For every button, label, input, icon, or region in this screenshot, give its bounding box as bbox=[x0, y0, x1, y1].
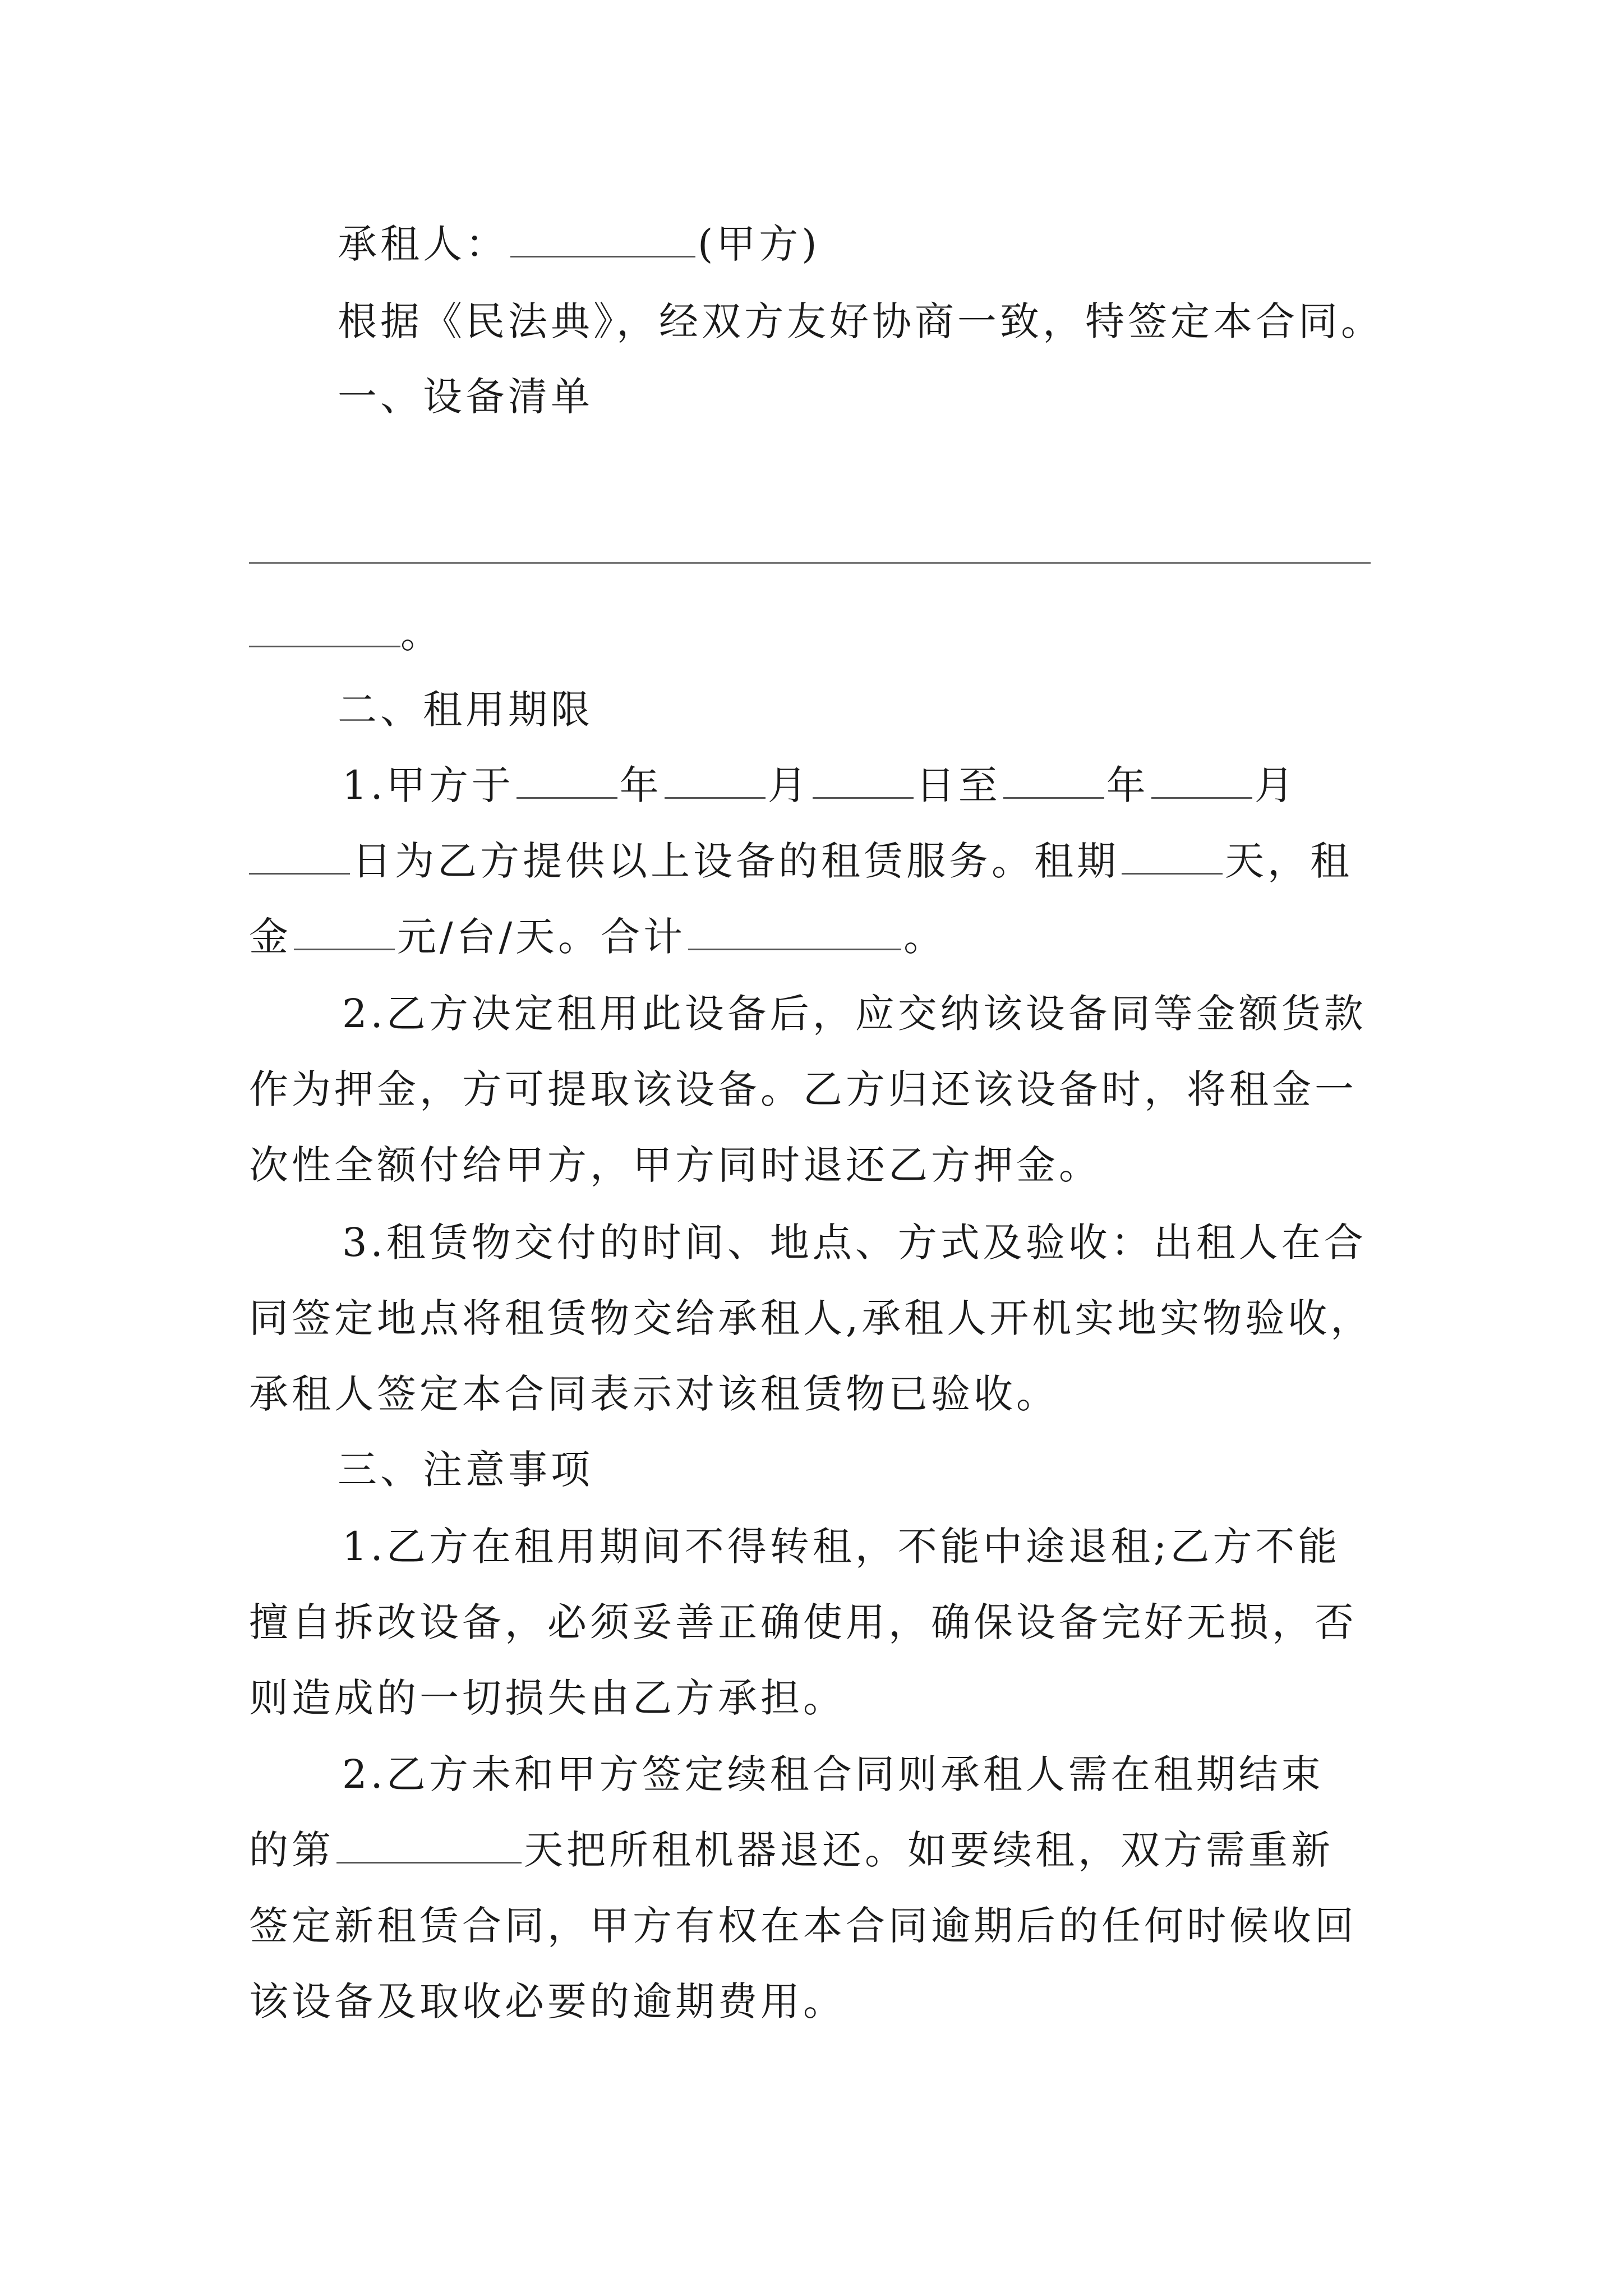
lessee-blank bbox=[510, 222, 695, 257]
section3-heading: 三、注意事项 bbox=[338, 1447, 593, 1493]
s2-item1-p1: 甲方于 bbox=[386, 762, 514, 808]
start-year-blank bbox=[517, 763, 617, 799]
s2-item1-line3 bbox=[249, 912, 1404, 962]
s2-item2-line3: 次性全额付给甲方，甲方同时退还乙方押金。 bbox=[249, 1142, 1101, 1188]
lessee-label: 承租人： bbox=[338, 221, 508, 267]
intro-text: 根据《民法典》，经双方友好协商一致，特签定本合同。 bbox=[338, 298, 1384, 344]
equipment-list-end-line bbox=[249, 609, 1404, 659]
s2-line3-b: 元/台/天。合计 bbox=[397, 914, 686, 960]
s3-item2-line1: 2.乙方未和甲方签定续租合同则承租人需在租期结束 bbox=[342, 1751, 1324, 1797]
s3-item2-line2 bbox=[249, 1825, 1404, 1875]
s3-item2-line3: 签定新租赁合同，甲方有权在本合同逾期后的任何时候收回 bbox=[249, 1903, 1357, 1949]
s2-item1-line2 bbox=[249, 836, 1404, 886]
start-day-blank bbox=[813, 763, 914, 799]
lessee-role: (甲方) bbox=[698, 221, 820, 267]
s2-year2: 年 bbox=[1106, 762, 1149, 808]
s2-month2: 月 bbox=[1254, 762, 1297, 808]
lessee-line bbox=[338, 219, 1409, 269]
rent-rate-blank bbox=[294, 915, 395, 950]
s2-item1-line1 bbox=[342, 760, 1408, 811]
s2-item3-line3: 承租人签定本合同表示对该租赁物已验收。 bbox=[249, 1371, 1059, 1417]
s2-item2-line2: 作为押金，方可提取该设备。乙方归还该设备时，将租金一 bbox=[249, 1066, 1357, 1112]
s3-item2-line4: 该设备及取收必要的逾期费用。 bbox=[249, 1978, 846, 2024]
equipment-list-rule bbox=[249, 562, 1371, 564]
return-day-blank bbox=[336, 1828, 522, 1864]
s2-year1: 年 bbox=[619, 762, 662, 808]
section1-heading: 一、设备清单 bbox=[338, 374, 593, 420]
start-month-blank bbox=[665, 763, 766, 799]
lease-days-blank bbox=[1122, 839, 1223, 875]
s2-item1-num: 1. bbox=[342, 762, 386, 808]
s2-item3-line2: 同签定地点将租赁物交给承租人,承租人开机实地实物验收， bbox=[249, 1295, 1373, 1341]
total-blank bbox=[688, 915, 901, 950]
end-month-blank bbox=[1151, 763, 1252, 799]
s2-line3-c: 。 bbox=[903, 914, 947, 960]
section2-heading: 二、租用期限 bbox=[338, 687, 593, 733]
s2-item3-line1: 3.租赁物交付的时间、地点、方式及验收：出租人在合 bbox=[342, 1220, 1367, 1266]
s2-line2-a: 日为乙方提供以上设备的租赁服务。租期 bbox=[352, 838, 1119, 884]
s3-item1-line1: 1.乙方在租用期间不得转租，不能中途退租;乙方不能 bbox=[342, 1524, 1341, 1570]
s2-line2-b: 天，租 bbox=[1225, 838, 1353, 884]
s2-month1: 月 bbox=[767, 762, 810, 808]
end-day-blank bbox=[249, 839, 350, 875]
s2-item2-line1: 2.乙方决定租用此设备后，应交纳该设备同等金额货款 bbox=[342, 991, 1367, 1037]
equipment-list-end-mark: 。 bbox=[400, 611, 443, 657]
s3-item1-line3: 则造成的一切损失由乙方承担。 bbox=[249, 1675, 846, 1721]
equipment-list-short-blank bbox=[249, 611, 400, 647]
s2-day-to: 日至 bbox=[915, 762, 1001, 808]
end-year-blank bbox=[1003, 763, 1104, 799]
s3-item2-line2-b: 天把所租机器退还。如要续租，双方需重新 bbox=[524, 1827, 1334, 1873]
s3-item2-line2-a: 的第 bbox=[249, 1827, 334, 1873]
s3-item1-line2: 擅自拆改设备，必须妥善正确使用，确保设备完好无损，否 bbox=[249, 1599, 1357, 1645]
s2-line3-a: 金 bbox=[249, 914, 292, 960]
